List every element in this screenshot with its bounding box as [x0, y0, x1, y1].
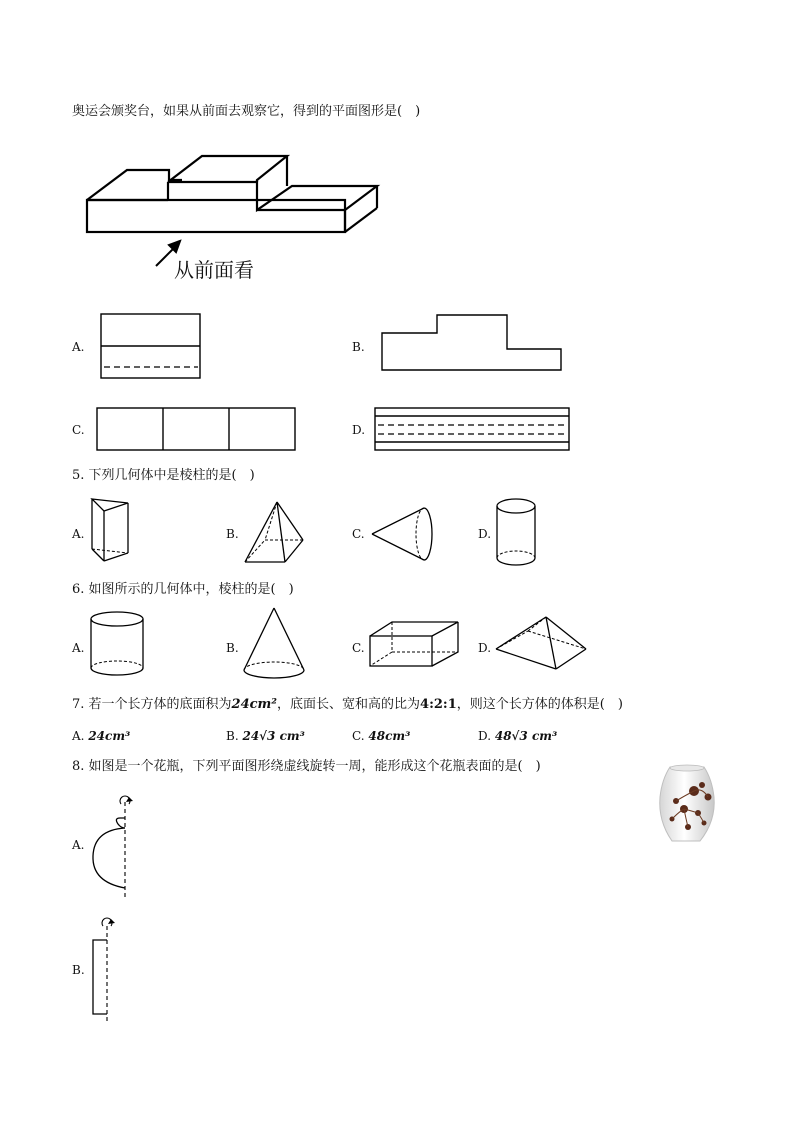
q5-option-a-label[interactable]: A.: [72, 527, 85, 541]
q7-stem-pre: 7. 若一个长方体的底面积为: [72, 697, 232, 712]
q7-stem: [72, 697, 623, 713]
q8-option-b-label[interactable]: B.: [72, 963, 85, 977]
q4-option-a-figure[interactable]: [100, 313, 202, 381]
q6-option-b-figure[interactable]: [242, 606, 308, 682]
q6-stem: 6. 如图所示的几何体中，棱柱的是( ): [72, 582, 294, 597]
q4-option-b-figure[interactable]: [381, 313, 563, 373]
q7-option-a[interactable]: [72, 729, 130, 743]
q8-option-a-label[interactable]: A.: [72, 838, 85, 852]
q4-option-b-label[interactable]: B.: [352, 340, 365, 354]
q7-stem-area: 24cm²: [231, 697, 278, 712]
q7-option-a-label: A.: [72, 729, 85, 743]
q5-option-b-figure[interactable]: [243, 500, 307, 566]
q7-stem-post: ，则这个长方体的体积是( ): [456, 697, 623, 712]
q7-option-d[interactable]: [478, 729, 557, 743]
q6-option-c-figure[interactable]: [368, 620, 462, 670]
q4-option-a-label[interactable]: A.: [72, 340, 85, 354]
q7-option-c[interactable]: [352, 729, 410, 743]
q5-option-b-label[interactable]: B.: [226, 527, 239, 541]
q6-option-d-label[interactable]: D.: [478, 641, 492, 655]
q7-stem-mid: ，底面长、宽和高的比为: [277, 697, 421, 712]
q5-option-d-label[interactable]: D.: [478, 527, 492, 541]
q6-option-b-label[interactable]: B.: [226, 641, 239, 655]
q7-option-d-value: 48√3 cm³: [494, 729, 558, 743]
q4-stem: 奥运会颁奖台，如果从前面去观察它，得到的平面图形是( ): [72, 104, 421, 119]
q7-option-c-value: 48cm³: [368, 729, 411, 743]
figure-caption: 从前面看: [174, 258, 254, 282]
q4-option-d-figure[interactable]: [374, 407, 572, 453]
q5-stem: 5. 下列几何体中是棱柱的是( ): [72, 468, 255, 483]
q4-option-c-figure[interactable]: [96, 407, 298, 453]
q4-option-c-label[interactable]: C.: [72, 423, 85, 437]
q6-option-a-figure[interactable]: [89, 610, 147, 680]
q7-option-c-label: C.: [352, 729, 365, 743]
q5-option-d-figure[interactable]: [495, 497, 539, 569]
vase-picture: [652, 763, 722, 847]
q7-stem-ratio: 4:2:1: [420, 697, 457, 712]
q8-option-b-figure[interactable]: [90, 912, 124, 1024]
q7-option-b-label: B.: [226, 729, 239, 743]
q6-option-a-label[interactable]: A.: [72, 641, 85, 655]
q8-stem: 8. 如图是一个花瓶，下列平面图形绕虚线旋转一周，能形成这个花瓶表面的是( ): [72, 759, 541, 774]
q4-option-d-label[interactable]: D.: [352, 423, 366, 437]
q5-option-c-figure[interactable]: [370, 505, 436, 563]
q7-option-d-label: D.: [478, 729, 492, 743]
q6-option-c-label[interactable]: C.: [352, 641, 365, 655]
q7-option-a-value: 24cm³: [88, 729, 131, 743]
q8-option-a-figure[interactable]: [90, 790, 136, 900]
q7-option-b[interactable]: [226, 729, 305, 743]
q7-option-b-value: 24√3 cm³: [242, 729, 305, 743]
q5-option-a-figure[interactable]: [88, 497, 132, 565]
q6-option-d-figure[interactable]: [494, 615, 590, 673]
q5-option-c-label[interactable]: C.: [352, 527, 365, 541]
